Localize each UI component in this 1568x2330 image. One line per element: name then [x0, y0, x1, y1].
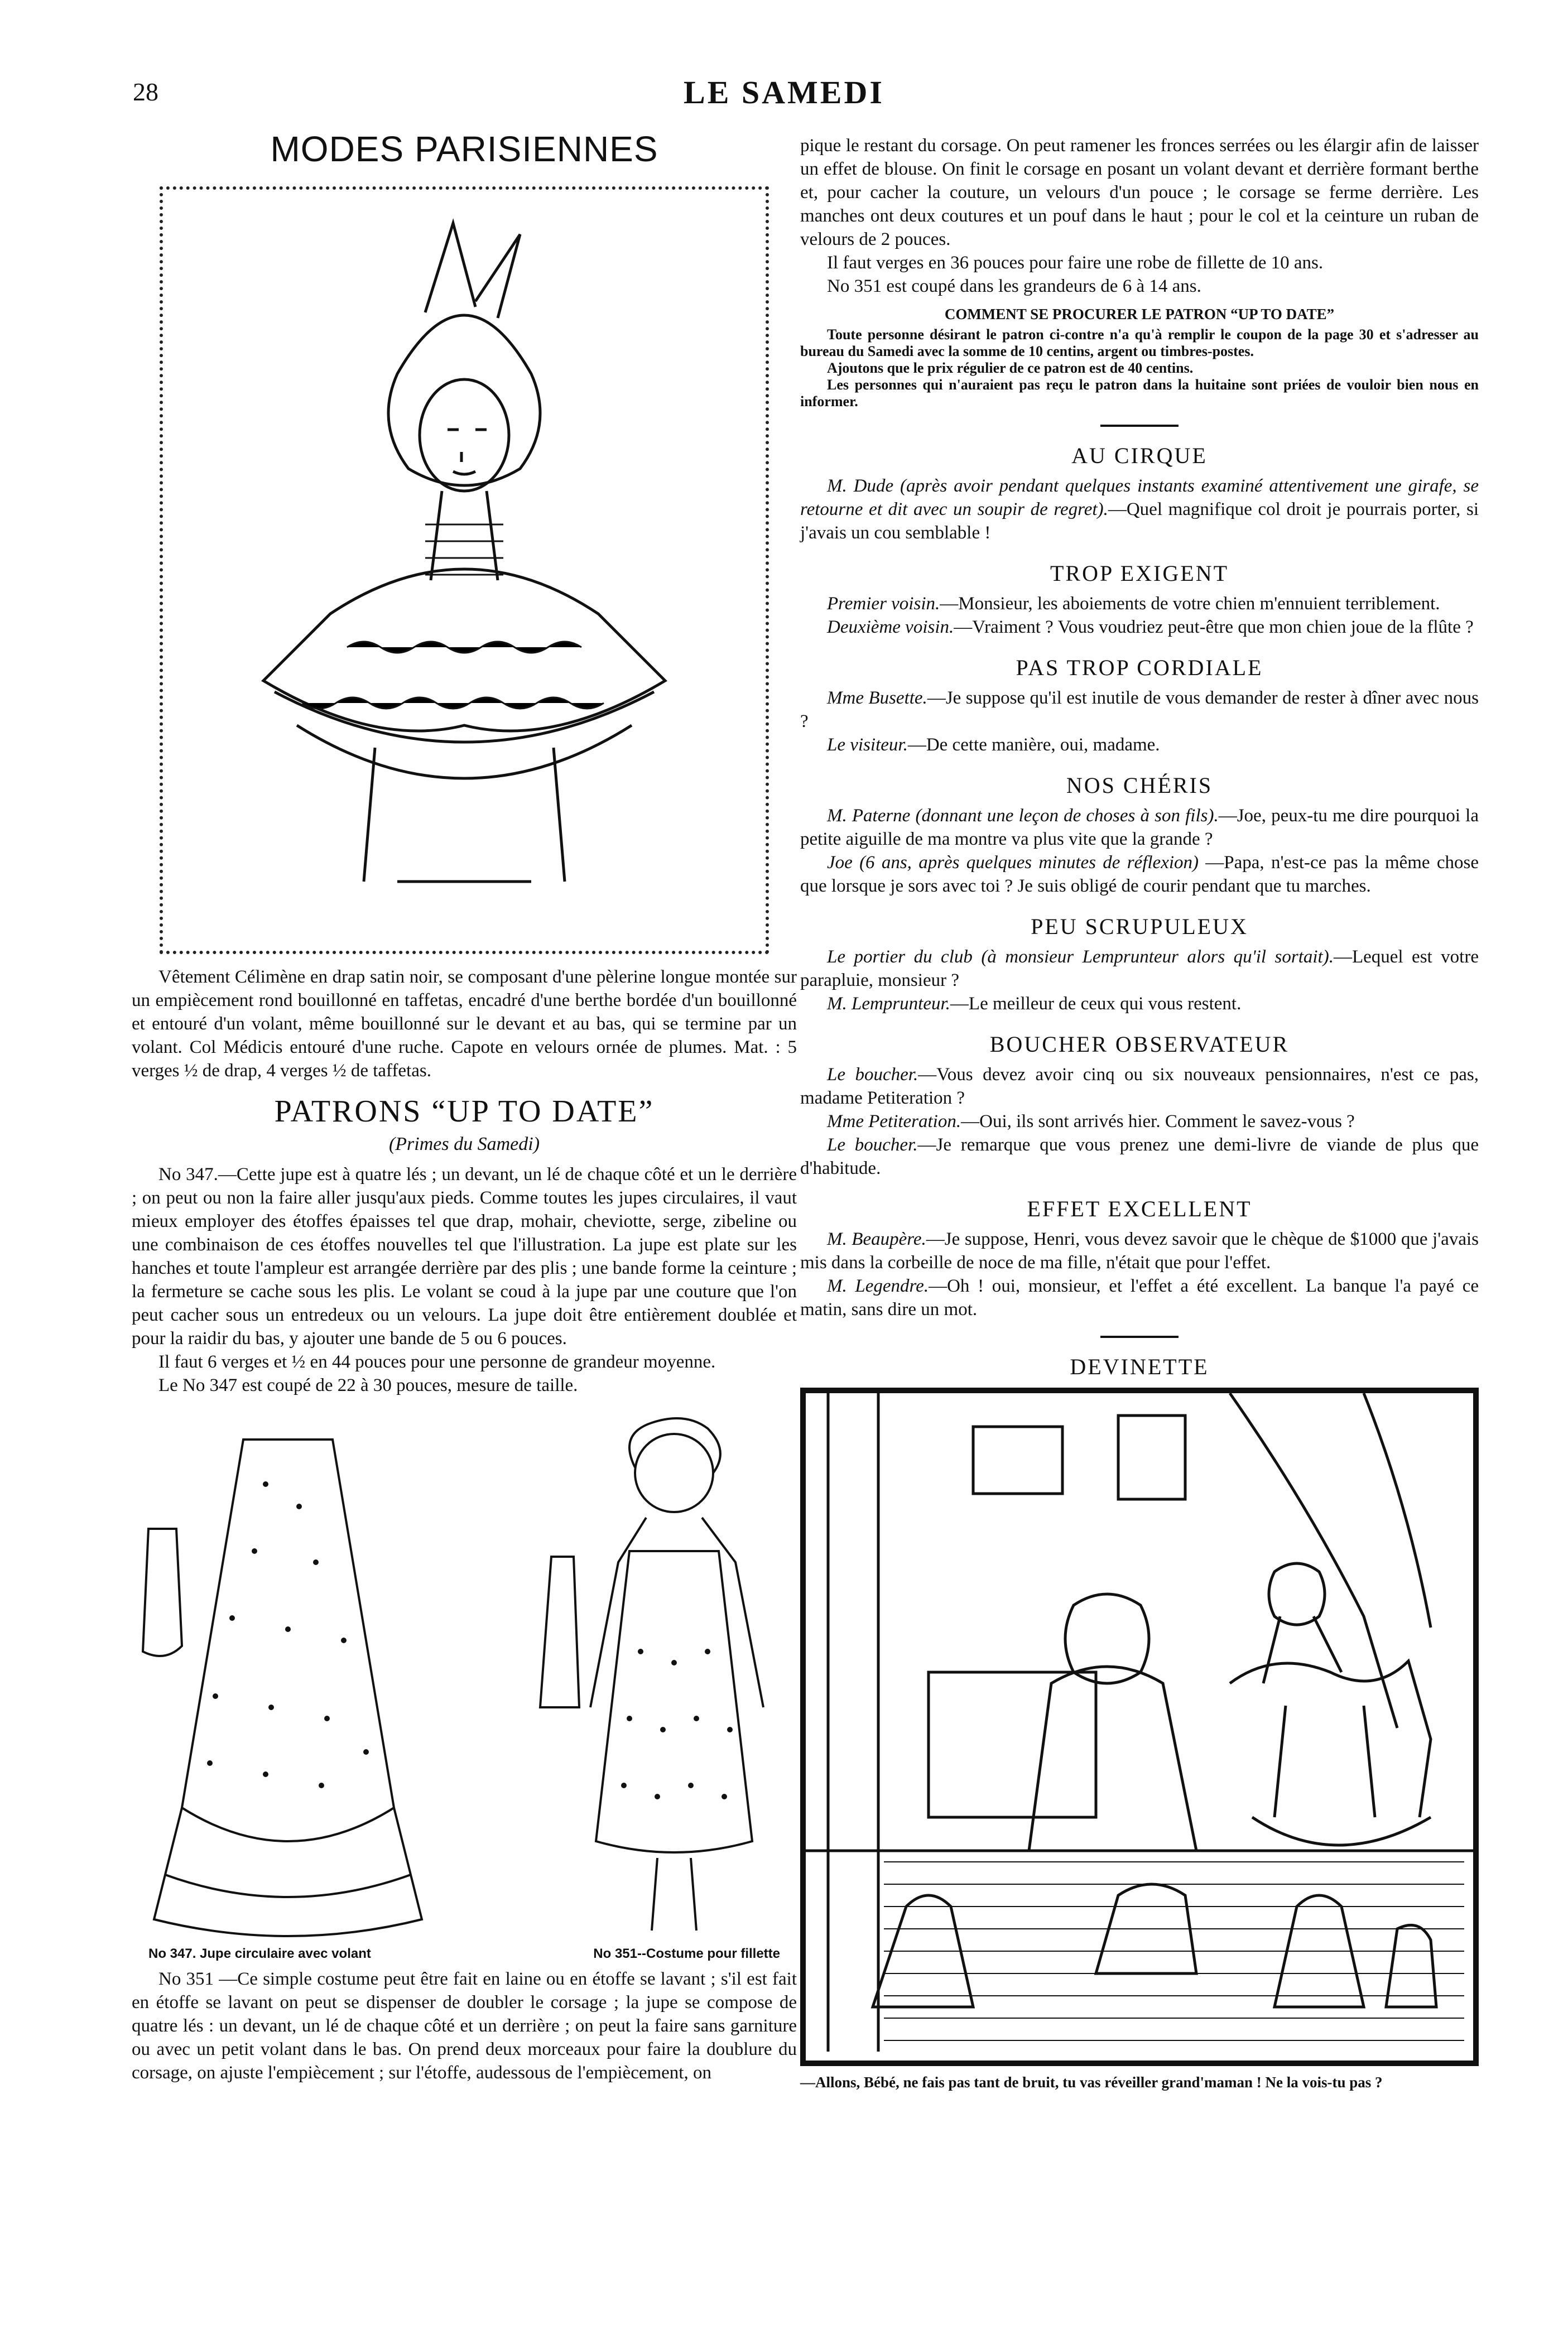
joke-line	[800, 686, 1479, 733]
joke-text: —Je suppose qu'il est inutile de vous demander de rester à dîner avec nous ?	[800, 688, 1479, 731]
joke-title: TROP EXIGENT	[1050, 561, 1229, 586]
joke-text: —Vraiment ? Vous voudriez peut-être que mon chien joue de la flûte ?	[954, 617, 1474, 637]
pattern-347-sizes: Le No 347 est coupé de 22 à 30 pouces, mesure de taille.	[158, 1375, 578, 1395]
joke-speaker: Joe (6 ans, après quelques minutes de réflexion)	[827, 853, 1199, 873]
devinette-caption: —Allons, Bébé, ne fais pas tant de bruit, tu vas réveiller grand'maman ! Ne la vois-tu pas ?	[800, 2074, 1383, 2091]
skirt-engraving	[132, 1417, 444, 1942]
joke-title: NOS CHÉRIS	[1066, 773, 1213, 798]
joke-text: —Je remarque que vous prenez une demi-livre de viande de plus que d'habitude.	[800, 1135, 1479, 1178]
joke-text: —De cette manière, oui, madame.	[907, 735, 1160, 755]
devinette-engraving	[800, 1388, 1479, 2066]
joke-line	[800, 733, 1479, 757]
procure-text-3: Les personnes qui n'auraient pas reçu le patron dans la huitaine sont priées de vouloir bien nous en informer.	[800, 377, 1479, 410]
nursery-scene-engraving	[806, 1393, 1473, 2061]
joke-title: AU CIRQUE	[1071, 443, 1208, 468]
joke-line	[800, 992, 1479, 1015]
joke-speaker: M. Beaupère.	[827, 1229, 926, 1249]
joke-line	[800, 804, 1479, 851]
joke-text: —Lequel est votre parapluie, monsieur ?	[800, 947, 1479, 990]
joke-text: —Je suppose, Henri, vous devez savoir que le chèque de $1000 que j'avais mis dans la corbeille de noce de ma fille, n'était que pour l'effet.	[800, 1229, 1479, 1273]
masthead: LE SAMEDI	[684, 74, 884, 110]
joke-speaker: Mme Petiteration.	[827, 1111, 961, 1132]
right-column	[800, 134, 1479, 2092]
joke-text: —Oh ! oui, monsieur, et l'effet a été excellent. La banque l'a payé ce matin, sans dire un mot.	[800, 1276, 1479, 1320]
joke-line	[800, 1227, 1479, 1274]
jokes-section	[800, 442, 1479, 1321]
joke-title: EFFET EXCELLENT	[1027, 1196, 1252, 1221]
illustration-captions	[132, 1946, 797, 1962]
joke-text: —Papa, n'est-ce pas la même chose que lorsque je sors avec toi ? Je suis obligé de courir pendant que tu marches.	[800, 853, 1479, 896]
divider	[1100, 425, 1179, 427]
fashion-illustration-frame	[160, 186, 769, 954]
joke-line	[800, 1274, 1479, 1321]
joke-speaker: M. Legendre.	[827, 1276, 929, 1296]
joke-text: —Monsieur, les aboiements de votre chien m'ennuient terriblement.	[940, 594, 1440, 614]
section-title: MODES PARISIENNES	[270, 129, 658, 169]
joke-text: —Joe, peux-tu me dire pourquoi la petite aiguille de ma montre va plus vite que la grande ?	[800, 806, 1479, 849]
procure-title: COMMENT SE PROCURER LE PATRON “UP TO DATE”	[944, 306, 1335, 322]
joke-title: PAS TROP CORDIALE	[1016, 655, 1263, 680]
woman-bust-engraving	[163, 190, 766, 951]
joke-title: BOUCHER OBSERVATEUR	[989, 1032, 1290, 1057]
joke-speaker: Deuxième voisin.	[827, 617, 954, 637]
pattern-351-description: No 351 —Ce simple costume peut être fait en laine ou en étoffe se lavant ; s'il est fait en étoffe se lavant on peut se dispenser de doubler le corsage ; la jupe se compose de quatre lés : un devant, un lé de chaque côté et un derrière ; on peut la faire sans garniture ou avec un petit volant dans le bas. On prend deux morceaux pour faire la doublure du corsage, on ajuste l'empiècement ; sur l'étoffe, audessous de l'empiècement, on	[132, 1969, 797, 2083]
joke-speaker: Premier voisin.	[827, 594, 940, 614]
pattern-351-yardage: Il faut verges en 36 pouces pour faire une robe de fillette de 10 ans.	[827, 253, 1324, 273]
procure-text-1: Toute personne désirant le patron ci-contre n'a qu'à remplir le coupon de la page 30 et s'adresser au bureau du Samedi avec la somme de 10 centins, argent ou timbres-postes.	[800, 326, 1479, 359]
joke-text: —Oui, ils sont arrivés hier. Comment le savez-vous ?	[961, 1111, 1355, 1132]
fashion-caption: Vêtement Célimène en drap satin noir, se composant d'une pèlerine longue montée sur un empiècement rond bouillonné en taffetas, encadré d'une berthe bordée d'un bouillonné et entouré d'un volant, même bouillonné sur le devant et au bas, qui se termine par un volant. Col Médicis entouré d'une ruche. Capote en velours ornée de plumes. Mat. : 5 verges ½ de drap, 4 verges ½ de taffetas.	[132, 967, 797, 1081]
pattern-347-yardage: Il faut 6 verges et ½ en 44 pouces pour une personne de grandeur moyenne.	[158, 1352, 716, 1372]
procure-text-2: Ajoutons que le prix régulier de ce patron est de 40 centins.	[827, 360, 1194, 376]
joke-title: PEU SCRUPULEUX	[1031, 914, 1248, 939]
joke-speaker: Le boucher.	[827, 1065, 918, 1085]
joke-speaker: Le portier du club (à monsieur Lemprunteur alors qu'il sortait).	[827, 947, 1334, 967]
pattern-351-sizes: No 351 est coupé dans les grandeurs de 6 à 14 ans.	[827, 276, 1201, 296]
joke-line	[800, 474, 1479, 545]
caption-347: No 347. Jupe circulaire avec volant	[148, 1946, 371, 1961]
joke-speaker: Le visiteur.	[827, 735, 908, 755]
divider	[1100, 1336, 1179, 1338]
joke-text: —Quel magnifique col droit je pourrais porter, si j'avais un cou semblable !	[800, 499, 1479, 543]
joke-line	[800, 615, 1479, 639]
left-column	[132, 128, 797, 2085]
joke-line	[800, 1133, 1479, 1180]
joke-speaker: M. Paterne (donnant une leçon de choses à son fils).	[827, 806, 1219, 826]
girl-costume-illustration	[529, 1417, 797, 1942]
joke-speaker: Le boucher.	[827, 1135, 918, 1155]
joke-speaker: M. Lemprunteur.	[827, 994, 950, 1014]
pattern-illustrations	[132, 1406, 797, 1942]
joke-speaker: M. Dude (après avoir pendant quelques instants examiné attentivement une girafe, se retourne et dit avec un soupir de regret).	[800, 476, 1479, 519]
pattern-347-description: No 347.—Cette jupe est à quatre lés ; un devant, un lé de chaque côté et un le derrière ; on peut ou non la faire aller jusqu'aux pieds. Comme toutes les jupes circulaires, il vaut mieux employer des étoffes épaisses tel que drap, mohair, cheviotte, serge, zibeline ou une combinaison de ces étoffes nouvelles tel que l'illustration. La jupe est plate sur les hanches et toute l'ampleur est arrangée derrière par des plis ; une bande forme la ceinture ; la fermeture se cache sous les plis. Le volant se coud à la jupe par une couture que l'on peut cacher sous un entredeux ou un velours. La jupe doit être entièrement doublée et pour la raidir du bas, y ajouter une bande de 5 ou 6 pouces.	[132, 1164, 797, 1349]
joke-line	[800, 851, 1479, 898]
joke-speaker: Mme Busette.	[827, 688, 927, 708]
joke-line	[800, 945, 1479, 992]
joke-line	[800, 1110, 1479, 1133]
patrons-title: PATRONS “UP TO DATE”	[274, 1094, 655, 1129]
caption-351: No 351--Costume pour fillette	[593, 1946, 780, 1961]
patrons-subtitle: (Primes du Samedi)	[388, 1134, 540, 1154]
joke-line	[800, 592, 1479, 615]
joke-text: —Le meilleur de ceux qui vous restent.	[950, 994, 1242, 1014]
joke-text: —Vous devez avoir cinq ou six nouveaux pensionnaires, n'est ce pas, madame Petiteration ?	[800, 1065, 1479, 1108]
page-number: 28	[133, 78, 158, 106]
girl-engraving	[529, 1417, 797, 1942]
pattern-351-continued: pique le restant du corsage. On peut ramener les fronces serrées ou les élargir afin de laisser un effet de blouse. On finit le corsage en posant un volant devant et derrière formant berthe et, pour cacher la couture, un velours d'un pouce ; le corsage se ferme derrière. Les manches ont deux coutures et un pouf dans le haut ; pour le col et la ceinture un ruban de velours de 2 pouces.	[800, 136, 1479, 249]
joke-line	[800, 1063, 1479, 1110]
skirt-illustration	[132, 1417, 444, 1942]
devinette-title: DEVINETTE	[1070, 1354, 1209, 1379]
